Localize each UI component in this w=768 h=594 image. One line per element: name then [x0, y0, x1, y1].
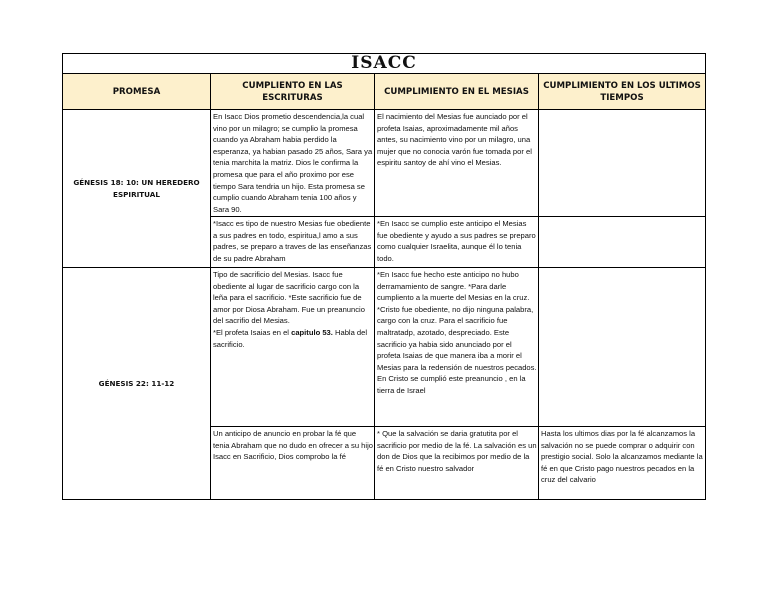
escrituras-text: Habla del sacrificio.: [213, 327, 368, 349]
isacc-table: [62, 53, 706, 500]
header-mesias: CUMPLIMIENTO EN EL MESIAS: [375, 74, 539, 110]
ultimos-tiempos-cell: Hasta los ultimos dias por la fé alcanzamos la salvación no se puede comprar o adquirir con prestigio social. Solo la alcanzamos mediante la fé en que Cristo pago nuestros pecados en la cruz del calvario: [539, 427, 706, 500]
escrituras-cell: En Isacc Dios prometio descendencia,la cual vino por un milagro; se cumplio la promesa cuando ya Abraham habia perdido la esperanza, ya habian pasado 25 años, Sara ya tenia marchita la matriz. Dios le confirma la promesa que para el año proximo por ese tiempo Sara tendria un hijo. Esta promesa se cumplio cuando Abraham tenia 100 años y Sara 90.: [211, 110, 375, 217]
mesias-cell: El nacimiento del Mesias fue aunciado por el profeta Isaias, aproximadamente mil años antes, su nacimiento vino por un milagro, una mujer que no conocia varón fue tomada por el espiritu santoy de ahí vino el Mesias.: [375, 110, 539, 217]
ultimos-tiempos-cell: [539, 217, 706, 268]
ultimos-tiempos-cell: [539, 110, 706, 217]
promesa-genesis-18: GÉNESIS 18: 10: UN HEREDERO ESPIRITUAL: [63, 110, 211, 268]
header-promesa: PROMESA: [63, 74, 211, 110]
header-escrituras: CUMPLIENTO EN LAS ESCRITURAS: [211, 74, 375, 110]
header-ultimos-tiempos: CUMPLIMIENTO EN LOS ULTIMOS TIEMPOS: [539, 74, 706, 110]
escrituras-cell: Un anticipo de anuncio en probar la fé que tenia Abraham que no dudo en ofrecer a su hijo Isacc en Sacrificio, Dios comprobo la fé: [211, 427, 375, 500]
mesias-cell: *En Isacc fue hecho este anticipo no hubo derramamiento de sangre. *Para darle cumpliento a la muerte del Mesias en la cruz. *Cristo fue obediente, no dijo ninguna palabra, cargo con la cruz. Para el sacrificio fue maltratadp, azotado, despreciado. Este sacrificio ya habia sido anunciado por el profeta Isaias de que manera iba a morir el Mesias para la redensión de nuestros pecados. En Cristo se cumplió este preanuncio , en la tierra de Israel: [375, 268, 539, 427]
escrituras-text: *El profeta Isaias en el: [213, 327, 292, 337]
ultimos-tiempos-cell: [539, 268, 706, 427]
escrituras-text: Tipo de sacrificio del Mesias. Isacc fue obediente al lugar de sacrificio cargo con la leña para el sacrificio. *Este sacrificio fue de amor por Diosa Abraham. Fue un preanuncio del sacrifio del Mesias.: [213, 270, 365, 326]
promesa-genesis-22: GÉNESIS 22: 11-12: [63, 268, 211, 500]
escrituras-cell: *Isacc es tipo de nuestro Mesias fue obediente a sus padres en todo, espiritua,l amo a sus padres, se preparo a traves de las enseñanzas de su padre Abraham: [211, 217, 375, 268]
table-title: ISACC: [63, 54, 706, 74]
escrituras-bold-ref: capitulo 53.: [291, 327, 333, 337]
escrituras-cell: [211, 268, 375, 427]
mesias-cell: * Que la salvación se daria gratutita por el sacrificio por medio de la fé. La salvación es un don de Dios que la recibimos por medio de la fé en Cristo nuestro salvador: [375, 427, 539, 500]
mesias-cell: *En Isacc se cumplio este anticipo el Mesias fue obediente y ayudo a sus padres se preparo como cualquier Israelita, aunque él lo tenia todo.: [375, 217, 539, 268]
